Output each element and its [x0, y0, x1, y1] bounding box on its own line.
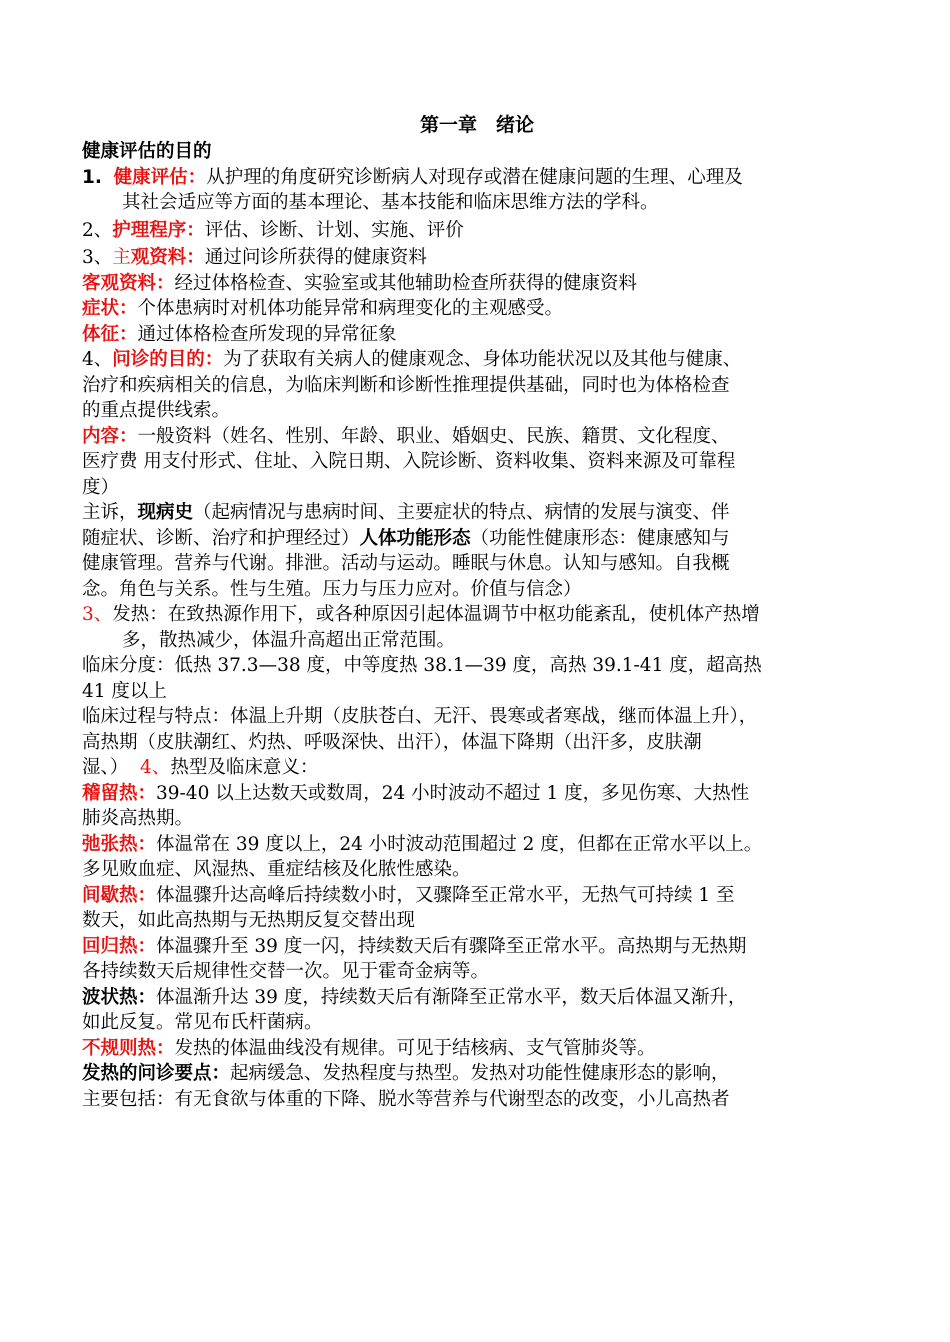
term-label: 回归热： [82, 935, 157, 957]
sign-def [82, 322, 872, 348]
term-label: 稽留热： [82, 782, 157, 804]
text-line: 医疗费 用支付形式、住址、入院日期、入院诊断、资料收集、资料来源及可靠程 [82, 451, 736, 472]
term-label: 症状： [82, 298, 138, 319]
definition-text: 起病缓急、发热程度与热型。发热对功能性健康形态的影响， [230, 1063, 730, 1084]
nursing-process-def [82, 218, 872, 244]
definition-text: 发热的体温曲线没有规律。可见于结核病、支气管肺炎等。 [174, 1037, 656, 1059]
process-line-3 [82, 755, 872, 781]
term-label: 内容： [82, 425, 138, 447]
process-line: 高热期（皮肤潮红、灼热、呼吸深快、出汗），体温下降期（出汗多，皮肤潮 [82, 731, 702, 753]
item-number: 3、 [82, 604, 113, 625]
item-number: 4、 [82, 349, 113, 370]
document-page [82, 112, 872, 1112]
definition-text: 一般资料（姓名、性别、年龄、职业、婚姻史、民族、籍贯、文化程度、 [137, 425, 730, 447]
term-label: 现病史 [137, 502, 194, 523]
definition-text: 39-40 以上达数天或数周，24 小时波动不超过 1 度，多见伤寒、大热性 [156, 782, 750, 804]
definition-text: 体温渐升达 39 度，持续数天后有渐降至正常水平，数天后体温又渐升， [156, 986, 747, 1008]
text-line: 各持续数天后规律性交替一次。见于霍奇金病等。 [82, 961, 490, 982]
inquiry-purpose-def [82, 347, 872, 373]
history-line-1 [82, 500, 872, 526]
text-line: 治疗和疾病相关的信息，为临床判断和诊断性推理提供基础，同时也为体格检查 [82, 374, 730, 396]
health-assessment-def [82, 165, 872, 191]
text-fragment: 主诉， [82, 502, 138, 523]
fever-type-remittent [82, 832, 872, 858]
term-label: 护理程序： [112, 219, 205, 241]
chapter-title: 第一章 绪论 [419, 114, 534, 136]
definition-text: 发热：在致热源作用下，或各种原因引起体温调节中枢功能紊乱，使机体产热增 [112, 604, 760, 625]
term-label: 客观资料： [82, 272, 175, 294]
term-label-a: 主 [112, 247, 131, 268]
grading-line: 41 度以上 [82, 680, 167, 702]
fever-inquiry-points [82, 1061, 872, 1087]
text-line: 数天，如此高热期与无热期反复交替出现 [82, 910, 416, 931]
history-line-2 [82, 526, 872, 552]
process-line: 临床过程与特点：体温上升期（皮肤苍白、无汗、畏寒或者寒战，继而体温上升）， [82, 706, 758, 727]
fever-type-undulant [82, 985, 872, 1011]
objective-data-def [82, 271, 872, 297]
definition-text: 为了获取有关病人的健康观念、身体功能状况以及其他与健康、 [223, 349, 742, 370]
text-fragment: 随症状、诊断、治疗和护理经过） [82, 527, 360, 549]
item-number: 4、 [140, 757, 171, 778]
text-line: 度） [82, 476, 120, 498]
term-label: 发热的问诊要点： [82, 1063, 231, 1084]
term-label-b: 观资料： [130, 247, 205, 268]
term-label: 间歇热： [82, 884, 157, 906]
fever-type-intermittent [82, 883, 872, 909]
text-line: 多见败血症、风湿热、重症结核及化脓性感染。 [82, 859, 471, 880]
grading-line: 临床分度：低热 37.3—38 度，中等度热 38.1—39 度，高热 39.1-41 度，超高热 [82, 655, 762, 676]
text-line: 健康管理。营养与代谢。排泄。活动与运动。睡眠与休息。认知与感知。自我概 [82, 553, 730, 574]
section-heading: 健康评估的目的 [82, 141, 212, 162]
fever-def-cont: 多，散热减少，体温升高超出正常范围。 [122, 629, 456, 651]
text-fragment: 热型及临床意义： [170, 757, 319, 778]
definition-text: 评估、诊断、计划、实施、评价 [204, 219, 464, 241]
fever-def [82, 602, 872, 628]
health-assessment-def-cont: 其社会适应等方面的基本理论、基本技能和临床思维方法的学科。 [122, 192, 659, 213]
definition-text: 个体患病时对机体功能异常和病理变化的主观感受。 [137, 298, 564, 319]
term-label: 波状热： [82, 986, 157, 1008]
item-number: 2、 [82, 219, 113, 241]
definition-text: 体温常在 39 度以上，24 小时波动范围超过 2 度，但都在正常水平以上。 [156, 833, 763, 855]
fever-type-continued [82, 781, 872, 807]
text-line: 肺炎高热期。 [82, 808, 194, 829]
text-line: 主要包括：有无食欲与体重的下降、脱水等营养与代谢型态的改变，小儿高热者 [82, 1088, 730, 1110]
term-label: 健康评估： [113, 166, 207, 188]
definition-text: 体温骤升达高峰后持续数小时，又骤降至正常水平，无热气可持续 1 至 [156, 884, 735, 906]
content-def [82, 424, 872, 450]
definition-text: 通过问诊所获得的健康资料 [204, 247, 427, 268]
text-line: 念。角色与关系。性与生殖。压力与压力应对。价值与信念） [82, 578, 582, 600]
text-fragment: 湿、） [82, 757, 129, 778]
fever-type-irregular [82, 1036, 872, 1062]
definition-text: 通过体格检查所发现的异常征象 [137, 323, 397, 345]
text-line: 的重点提供线索。 [82, 400, 231, 421]
definition-text: 从护理的角度研究诊断病人对现存或潜在健康问题的生理、心理及 [206, 166, 743, 188]
term-label: 不规则热： [82, 1037, 175, 1059]
term-label: 人体功能形态 [359, 527, 471, 549]
subjective-data-def [82, 245, 872, 271]
text-fragment: （起病情况与患病时间、主要症状的特点、病情的发展与演变、伴 [193, 502, 730, 523]
term-label: 问诊的目的： [112, 349, 224, 370]
term-label: 弛张热： [82, 833, 157, 855]
term-label: 体征： [82, 323, 138, 345]
item-number: 1. [82, 166, 102, 188]
text-line: 如此反复。常见布氏杆菌病。 [82, 1012, 323, 1033]
item-number: 3、 [82, 247, 113, 268]
text-fragment: （功能性健康形态：健康感知与 [470, 527, 730, 549]
definition-text: 经过体格检查、实验室或其他辅助检查所获得的健康资料 [174, 272, 638, 294]
symptom-def [82, 296, 872, 322]
definition-text: 体温骤升至 39 度一闪，持续数天后有骤降至正常水平。高热期与无热期 [156, 935, 747, 957]
fever-type-relapsing [82, 934, 872, 960]
